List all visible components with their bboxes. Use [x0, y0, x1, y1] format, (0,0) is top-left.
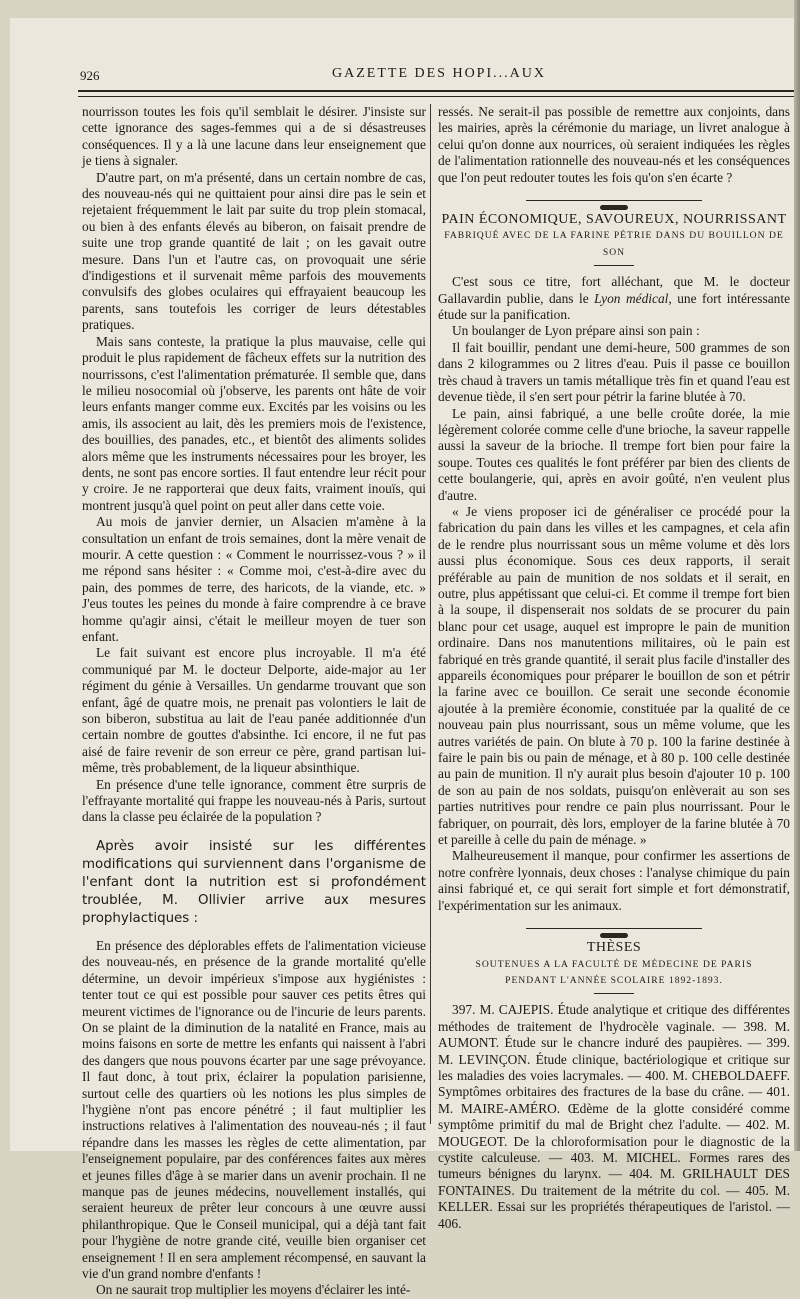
- section-ornament: [438, 924, 790, 934]
- paragraph: Le pain, ainsi fabriqué, a une belle croûte dorée, la mie légèrement colorée comme celle d'une brioche, la saveur rappelle aussi la saveur de la brioche. Il trempe fort bien pour faire la soupe. Toutes ces qualités le font préférer par bien des clients de cette boulangerie, qui, après en avoir goûté, n'en veulent plus d'autre.: [438, 405, 790, 503]
- paragraph: ressés. Ne serait-il pas possible de remettre aux conjoints, dans les mairies, après la cérémonie du mariage, un livret analogue à celui qu'on donne aux nourrices, où seraient indiquées les règles de l'alimentation rationnelle des nouveau-nés et les conséquences que l'on peut redouter toutes les fois qu'on s'en écarte ?: [438, 104, 790, 185]
- section-title: PAIN ÉCONOMIQUE, SAVOUREUX, NOURRISSANT: [441, 212, 787, 228]
- paragraph: Au mois de janvier dernier, un Alsacien m'amène à la consultation un enfant de trois semaines, dont la mère venait de mourir. A cette question : « Comment le nourrissez-vous ? » il me répond sans hésiter : « Comme moi, c'est-à-dire avec du pain, des pommes de terre, des haricots, de la viande, etc. » J'eus toutes les peines du monde à faire comprendre à ce brave homme qu'agir ainsi, c'était le meilleur moyen de tuer son enfant.: [82, 514, 426, 644]
- paragraph: C'est sous ce titre, fort alléchant, que M. le docteur Gallavardin publie, dans le Lyon médical, une fort intéressante étude sur la panification.: [438, 274, 791, 323]
- section-subtitle: PENDANT L'ANNÉE SCOLAIRE 1892-1893.: [505, 974, 723, 986]
- paragraph: En présence d'une telle ignorance, comment être surpris de l'effrayante mortalité qui frappe les nouveau-nés à Paris, surtout dans la classe peu éclairée de la population ?: [82, 776, 426, 825]
- short-rule: [594, 993, 634, 994]
- page-header: [80, 66, 798, 88]
- page-edge: [794, 0, 800, 1151]
- paragraph: On ne saurait trop multiplier les moyens d'éclairer les inté-: [96, 1282, 411, 1298]
- short-rule: [594, 265, 634, 266]
- journal-title: GAZETTE DES HOPI...AUX: [332, 66, 546, 81]
- paragraph: Le fait suivant est encore plus incroyable. Il m'a été communiqué par M. le docteur Delporte, aide-major au 1er régiment du génie à Versailles. Un gendarme trouvant que son enfant, âgé de quatre mois, ne prenait pas volontiers le lait de son biberon, substitua au lait de l'eau panée additionnée d'un certain nombre de gouttes d'absinthe. Ici encore, il ne fut pas aisé de faire revenir de son erreur ce père, grand partisan lui-même, très probablement, de la liqueur absinthique.: [82, 645, 426, 776]
- paragraph: nourrisson toutes les fois qu'il semblait le désirer. J'insiste sur cette ignorance des sages-femmes qui a de si désastreuses conséquences. Il y a là une lacune dans leur enseignement que je tiens à signaler.: [82, 104, 426, 169]
- section-subtitle: SOUTENUES A LA FACULTÉ DE MÉDECINE DE PARIS: [475, 958, 753, 970]
- section-ornament: [438, 196, 790, 206]
- paragraph: Un boulanger de Lyon prépare ainsi son pain :: [452, 323, 700, 339]
- theses-list: 397. M. CAJEPIS. Étude analytique et critique des différentes méthodes de traitement de l'hydrocèle vaginale. — 398. M. AUMONT. Étude sur le chancre induré des paupières. — 399. M. LEVINÇON. Étude clinique, bactériologique et critique sur les maladies des voies lacrymales. — 400. M. CHEBOLDAEFF. Symptômes orbitaires des fractures de la base du crâne. — 401. M. MAIRE-AMÉRO. Œdème de la glotte considéré comme symptôme primitif du mal de Bright chez l'adulte. — 402. M. MOUGEOT. De la chloroformisation pour le diagnostic de la cystite calculeuse. — 403. M. MICHEL. Formes rares des tumeurs bénignes du larynx. — 404. M. GRILHAULT DES FONTAINES. Du traitement de la métrite du col. — 405. M. KELLER. Essai sur les propriétés thérapeutiques de l'aristol. — 406.: [438, 1002, 790, 1231]
- paragraph: Il fait bouillir, pendant une demi-heure, 500 grammes de son dans 2 kilogrammes ou 2 litres d'eau. Puis il passe ce bouillon très chaud à travers un tamis métallique très fin et quand l'eau est devenue tiède, il s'en sert pour pétrir la farine blutée à 70.: [438, 339, 790, 405]
- column-separator: [430, 104, 431, 1124]
- section-subtitle: FABRIQUÉ AVEC DE LA FARINE PÉTRIE DANS DU BOUILLON DE SON: [444, 230, 784, 258]
- paragraph: « Je viens proposer ici de généraliser ce procédé pour la fabrication du pain dans les villes et les campagnes, et cela afin de le rendre plus nourrissant sous un même volume et dès lors aussi plus économique. Sous ces deux rapports, il serait préférable au pain de munition de nos soldats et il serait, en outre, plus appétissant que celui-ci. Et comme il trempe fort bien à la soupe, il dispenserait nos soldats de se procurer du pain blanc pour cet usage, auquel est impropre le pain de munition ordinaire. Dans nos manutentions militaires, où le pain est fabriqué en très grande quantité, il serait plus facile d'installer des appareils économiques pour préparer le bouillon de son et pétrir la farine avec ce bouillon. Ce serait une seconde économie ajoutée à la première économie, constituée par la qualité de ce nouveau pain plus nourrissant, sous un même volume, que les autres variétés de pain. On blute à 70 p. 100 la farine destinée à faire le pain bis ou pain de ménage, et à 80 p. 100 celle destinée au pain de munition. Il n'y aurait plus besoin d'ajouter 10 p. 100 de son au pain de nos soldats, puisqu'on enlèverait au son ses parties nutritives pour rendre ce pain plus nourrissant. Pour le fabriquer, on pourrait, dès lors, employer de la farine blutée à 70 et pareille à celle du pain de ménage. »: [438, 503, 790, 848]
- header-double-rule: [78, 90, 798, 97]
- lead-paragraph: Après avoir insisté sur les différentes modifications qui surviennent dans l'organisme de l'enfant dont la nutrition est si profondément troublée, M. Ollivier arrive aux mesures prophylactiques :: [82, 838, 426, 926]
- paragraph: En présence des déplorables effets de l'alimentation vicieuse des nouveau-nés, en présence de la grande mortalité qu'elle détermine, un devoir impérieux s'impose aux hygiénistes : tenter tout ce qui est possible pour sauver ces petits êtres qui meurent victimes de l'ignorance ou de l'incurie de leurs parents. On se plaint de la diminution de la natalité en France, mais au moins faisons en sorte de mettre les enfants qui naissent à l'abri des dangers que nous pouvons écarter par une sage prévoyance. Il faut donc, à tout prix, éclairer la population parisienne, surtout celle des quartiers où les notions les plus simples de l'hygiène n'ont pas encore pénétré ; il faut multiplier les instructions relatives à l'alimentation des nouveau-nés ; il faut répandre dans les masses les règles de cette alimentation, par l'enseignement populaire, par des conférences faites aux mères et jeunes filles d'âge à se marier dans un avenir prochain. Il ne manque pas de jeunes médecins, nouvellement installés, qui seraient heureux de prêter leur concours à une œuvre aussi philanthropique. Que le Conseil municipal, qui a déjà tant fait pour l'hygiène de notre grande cité, veuille bien organiser cet enseignement ! Il en sera amplement récompensé, en sauvant la vie d'un grand nombre d'enfants !: [82, 937, 426, 1281]
- page-number: 926: [80, 68, 100, 83]
- newspaper-page: [10, 18, 800, 1298]
- right-column: [438, 104, 791, 1231]
- paragraph: Mais sans conteste, la pratique la plus mauvaise, celle qui produit le plus rapidement de fâcheux effets sur la nutrition des nourrissons, c'est l'alimentation prématurée. Il semble que, dans le milieu nosocomial où j'observe, les parents ont hâte de voir leurs enfants manger comme eux. Excités par les voisins ou les amis, ils associent au lait, dès les premiers mois de l'existence, des bouillies, des panades, etc., et bientôt des aliments solides alors même que les instruments nécessaires pour les broyer, les dents, ne sont pas encore sorties. Il faut entendre leur récit pour y croire. Je ne rapporterai que deux faits, vraiment inouïs, qui montrent jusqu'à quel point on peut aller dans cette voie.: [82, 333, 426, 513]
- journal-name: Lyon médical: [594, 290, 669, 306]
- section-title: THÈSES: [586, 940, 642, 956]
- paragraph: D'autre part, on m'a présenté, dans un certain nombre de cas, des nouveau-nés qui ne quittaient pour ainsi dire pas le sein et rejetaient fréquemment le lait par suite du trop plein stomacal, ou bien à des enfants élevés au biberon, on faisait prendre de suite une trop grande quantité de lait ; on les gavait outre mesure. Dans l'un et l'autre cas, on provoquait une série d'indigestions et il survenait même parfois des mouvements convulsifs des globes oculaires qui effrayaient beaucoup les parents, sans toutefois les corriger de leurs détestables pratiques.: [82, 169, 426, 333]
- left-column: [82, 104, 426, 1298]
- paragraph: Malheureusement il manque, pour confirmer les assertions de notre confrère lyonnais, deux choses : l'analyse chimique du pain ainsi fabriqué et, ce qui serait fort simple et fort démonstratif, l'expérimentation sur les animaux.: [438, 848, 790, 913]
